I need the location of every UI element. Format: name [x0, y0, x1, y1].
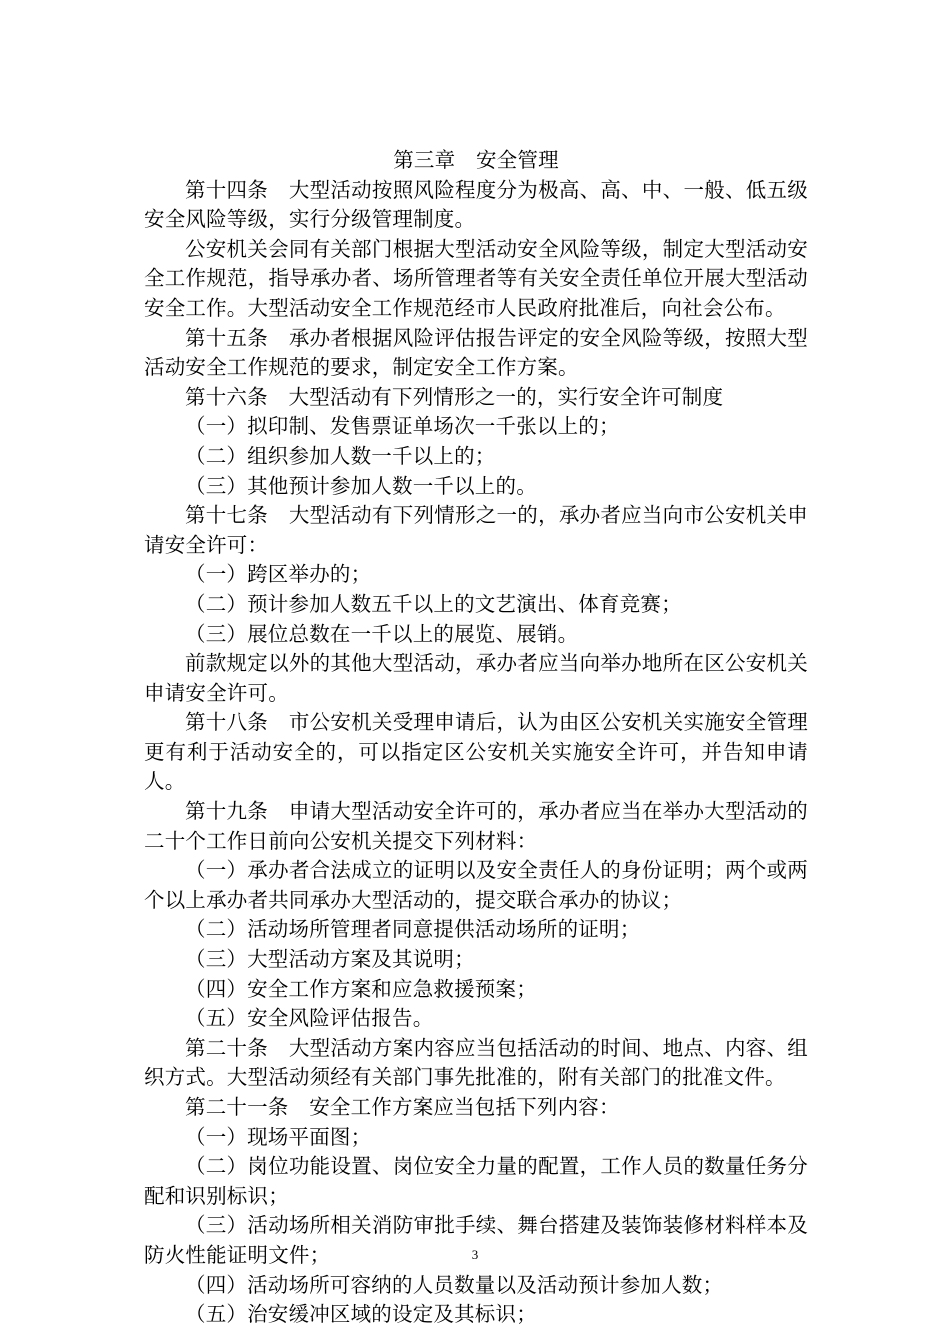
paragraph: （一）承办者合法成立的证明以及安全责任人的身份证明；两个或两个以上承办者共同承办大型活动的，提交联合承办的协议； [144, 858, 808, 912]
paragraph: 第二十一条 安全工作方案应当包括下列内容： [185, 1095, 620, 1119]
paragraph: （一）现场平面图； [185, 1124, 372, 1149]
paragraph: （二）活动场所管理者同意提供活动场所的证明； [185, 917, 641, 942]
paragraph: （一）拟印制、发售票证单场次一千张以上的； [185, 414, 620, 439]
paragraph: 前款规定以外的其他大型活动，承办者应当向举办地所在区公安机关申请安全许可。 [144, 651, 808, 705]
paragraph: （五）治安缓冲区域的设定及其标识； [185, 1302, 537, 1327]
paragraph: 第十七条 大型活动有下列情形之一的，承办者应当向市公安机关申请安全许可： [144, 503, 808, 557]
paragraph: （四）安全工作方案和应急救援预案； [185, 976, 537, 1001]
paragraph: 第十九条 申请大型活动安全许可的，承办者应当在举办大型活动的二十个工作日前向公安机关提交下列材料： [144, 799, 808, 853]
paragraph: （三）其他预计参加人数一千以上的。 [185, 473, 537, 498]
paragraph: 第十六条 大型活动有下列情形之一的，实行安全许可制度 [185, 384, 724, 409]
chapter-title: 第三章 安全管理 [393, 148, 559, 172]
paragraph: （三）展位总数在一千以上的展览、展销。 [185, 621, 579, 646]
paragraph: （三）活动场所相关消防审批手续、舞台搭建及装饰装修材料样本及防火性能证明文件； [144, 1213, 808, 1267]
paragraph: （一）跨区举办的； [185, 562, 372, 587]
paragraph: （二）岗位功能设置、岗位安全力量的配置，工作人员的数量任务分配和识别标识； [144, 1154, 808, 1208]
paragraph: （四）活动场所可容纳的人员数量以及活动预计参加人数； [185, 1272, 724, 1297]
paragraph: 公安机关会同有关部门根据大型活动安全风险等级，制定大型活动安全工作规范，指导承办者、场所管理者等有关安全责任单位开展大型活动安全工作。大型活动安全工作规范经市人民政府批准后，向社会公布。 [144, 236, 808, 320]
paragraph: 第二十条 大型活动方案内容应当包括活动的时间、地点、内容、组织方式。大型活动须经有关部门事先批准的，附有关部门的批准文件。 [144, 1035, 808, 1090]
paragraph: （二）组织参加人数一千以上的； [185, 443, 496, 468]
paragraph: （三）大型活动方案及其说明； [185, 947, 475, 972]
paragraph: （二）预计参加人数五千以上的文艺演出、体育竞赛； [185, 591, 682, 616]
document-body [144, 146, 808, 1330]
paragraph: 第十八条 市公安机关受理申请后，认为由区公安机关实施安全管理更有利于活动安全的，可以指定区公安机关实施安全许可，并告知申请人。 [144, 710, 808, 794]
paragraph: 第十五条 承办者根据风险评估报告评定的安全风险等级，按照大型活动安全工作规范的要求，制定安全工作方案。 [144, 325, 808, 380]
page-number: 3 [471, 1247, 479, 1262]
paragraph: 第十四条 大型活动按照风险程度分为极高、高、中、一般、低五级安全风险等级，实行分级管理制度。 [144, 177, 808, 232]
paragraph: （五）安全风险评估报告。 [185, 1006, 434, 1031]
